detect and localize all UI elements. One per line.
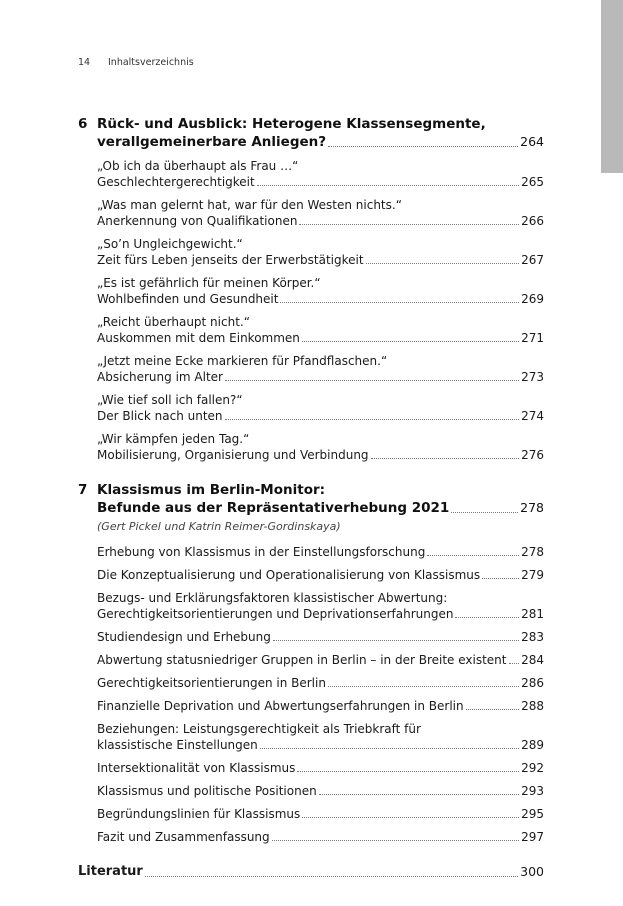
leader-dots (366, 263, 520, 264)
entry-title: Fazit und Zusammenfassung (97, 830, 270, 844)
table-of-contents (78, 115, 544, 881)
toc-entry[interactable] (78, 806, 544, 822)
toc-entry[interactable] (78, 698, 544, 714)
entry-title: Zeit fürs Leben jenseits der Erwerbstätigkeit (97, 253, 364, 267)
page-edge-tab (601, 0, 623, 173)
toc-entry[interactable] (78, 314, 544, 346)
leader-dots (280, 302, 519, 303)
entry-quote: „Es ist gefährlich für meinen Körper.“ (97, 276, 321, 290)
entry-page: 281 (521, 607, 544, 621)
entry-page: 266 (521, 214, 544, 228)
entry-title: Mobilisierung, Organisierung und Verbindung (97, 448, 369, 462)
chapter-6-heading[interactable] (78, 115, 544, 151)
entry-page: 284 (521, 653, 544, 667)
toc-entry[interactable] (78, 629, 544, 645)
entry-quote: „Reicht überhaupt nicht.“ (97, 315, 250, 329)
leader-dots (272, 840, 519, 841)
leader-dots (482, 578, 519, 579)
entry-title: Gerechtigkeitsorientierungen und Deprivationserfahrungen (97, 607, 454, 621)
toc-entry[interactable] (78, 783, 544, 799)
toc-entry[interactable] (78, 275, 544, 307)
leader-dots (299, 224, 519, 225)
toc-entry[interactable] (78, 760, 544, 776)
running-head (78, 57, 194, 68)
leader-dots (328, 686, 519, 687)
toc-entry[interactable] (78, 590, 544, 622)
toc-entry[interactable] (78, 197, 544, 229)
running-title: Inhaltsverzeichnis (108, 57, 194, 68)
toc-entry[interactable] (78, 544, 544, 560)
leader-dots (371, 458, 520, 459)
toc-entry[interactable] (78, 236, 544, 268)
chapter-number: 7 (78, 482, 88, 498)
entry-page: 265 (521, 175, 544, 189)
chapter-title-line1: Rück- und Ausblick: Heterogene Klassensegmente, (97, 116, 486, 132)
chapter-title-line2: verallgemeinerbare Anliegen? (97, 134, 327, 150)
leader-dots (319, 794, 519, 795)
leader-dots (145, 876, 518, 877)
entry-title: Finanzielle Deprivation und Abwertungserfahrungen in Berlin (97, 699, 464, 713)
leader-dots (257, 185, 519, 186)
entry-page: 293 (521, 784, 544, 798)
entry-title: Geschlechtergerechtigkeit (97, 175, 255, 189)
entry-quote: „Wie tief soll ich fallen?“ (97, 393, 243, 407)
leader-dots (455, 617, 519, 618)
leader-dots (302, 341, 519, 342)
leader-dots (427, 555, 519, 556)
entry-title: Auskommen mit dem Einkommen (97, 331, 300, 345)
chapter-page: 264 (520, 134, 544, 149)
chapter-title-line2: Befunde aus der Repräsentativerhebung 2021 (97, 500, 450, 516)
leader-dots (260, 748, 519, 749)
entry-title: Gerechtigkeitsorientierungen in Berlin (97, 676, 326, 690)
entry-page: 274 (521, 409, 544, 423)
toc-entry[interactable] (78, 721, 544, 753)
chapter-authors: (Gert Pickel und Katrin Reimer-Gordinskaya) (97, 520, 341, 533)
entry-title-line1: Beziehungen: Leistungsgerechtigkeit als Triebkraft für (97, 722, 421, 736)
leader-dots (273, 640, 519, 641)
toc-entry[interactable] (78, 652, 544, 668)
toc-entry[interactable] (78, 829, 544, 845)
entry-title: Intersektionalität von Klassismus (97, 761, 296, 775)
entry-title: Der Blick nach unten (97, 409, 223, 423)
entry-title: Abwertung statusniedriger Gruppen in Berlin – in der Breite existent (97, 653, 507, 667)
entry-title: Wohlbefinden und Gesundheit (97, 292, 279, 306)
entry-page: 292 (521, 761, 544, 775)
entry-page: 276 (521, 448, 544, 462)
page-number: 14 (78, 57, 91, 68)
entry-title: Absicherung im Alter (97, 370, 223, 384)
entry-title: klassistische Einstellungen (97, 738, 258, 752)
entry-page: 269 (521, 292, 544, 306)
leader-dots (297, 771, 519, 772)
entry-page: 295 (521, 807, 544, 821)
entry-title: Begründungslinien für Klassismus (97, 807, 301, 821)
entry-title: Die Konzeptualisierung und Operationalisierung von Klassismus (97, 568, 481, 582)
chapter-7-heading[interactable] (78, 481, 544, 517)
entry-quote: „Jetzt meine Ecke markieren für Pfandflaschen.“ (97, 354, 388, 368)
entry-quote: „Wir kämpfen jeden Tag.“ (97, 432, 250, 446)
entry-page: 271 (521, 331, 544, 345)
leader-dots (302, 817, 519, 818)
toc-entry[interactable] (78, 431, 544, 463)
toc-entry[interactable] (78, 353, 544, 385)
entry-title-line1: Bezugs- und Erklärungsfaktoren klassistischer Abwertung: (97, 591, 448, 605)
entry-page: 267 (521, 253, 544, 267)
bibliography-entry[interactable] (78, 863, 544, 881)
toc-entry[interactable] (78, 675, 544, 691)
entry-page: 289 (521, 738, 544, 752)
toc-entry[interactable] (78, 392, 544, 424)
entry-title: Erhebung von Klassismus in der Einstellungsforschung (97, 545, 426, 559)
entry-quote: „So’n Ungleichgewicht.“ (97, 237, 243, 251)
entry-page: 278 (521, 545, 544, 559)
toc-entry[interactable] (78, 158, 544, 190)
entry-page: 279 (521, 568, 544, 582)
chapter-page: 278 (520, 500, 544, 515)
chapter-title-line1: Klassismus im Berlin-Monitor: (97, 482, 326, 498)
leader-dots (225, 380, 519, 381)
leader-dots (451, 512, 518, 513)
leader-dots (466, 709, 519, 710)
bibliography-label: Literatur (78, 864, 143, 879)
bibliography-page: 300 (520, 864, 544, 879)
entry-page: 288 (521, 699, 544, 713)
entry-page: 283 (521, 630, 544, 644)
leader-dots (509, 663, 520, 664)
toc-entry[interactable] (78, 567, 544, 583)
entry-title: Anerkennung von Qualifikationen (97, 214, 298, 228)
entry-title: Studiendesign und Erhebung (97, 630, 271, 644)
chapter-number: 6 (78, 116, 88, 132)
leader-dots (328, 146, 518, 147)
entry-quote: „Was man gelernt hat, war für den Westen nichts.“ (97, 198, 402, 212)
entry-quote: „Ob ich da überhaupt als Frau …“ (97, 159, 299, 173)
entry-page: 273 (521, 370, 544, 384)
leader-dots (225, 419, 520, 420)
entry-title: Klassismus und politische Positionen (97, 784, 317, 798)
entry-page: 286 (521, 676, 544, 690)
entry-page: 297 (521, 830, 544, 844)
